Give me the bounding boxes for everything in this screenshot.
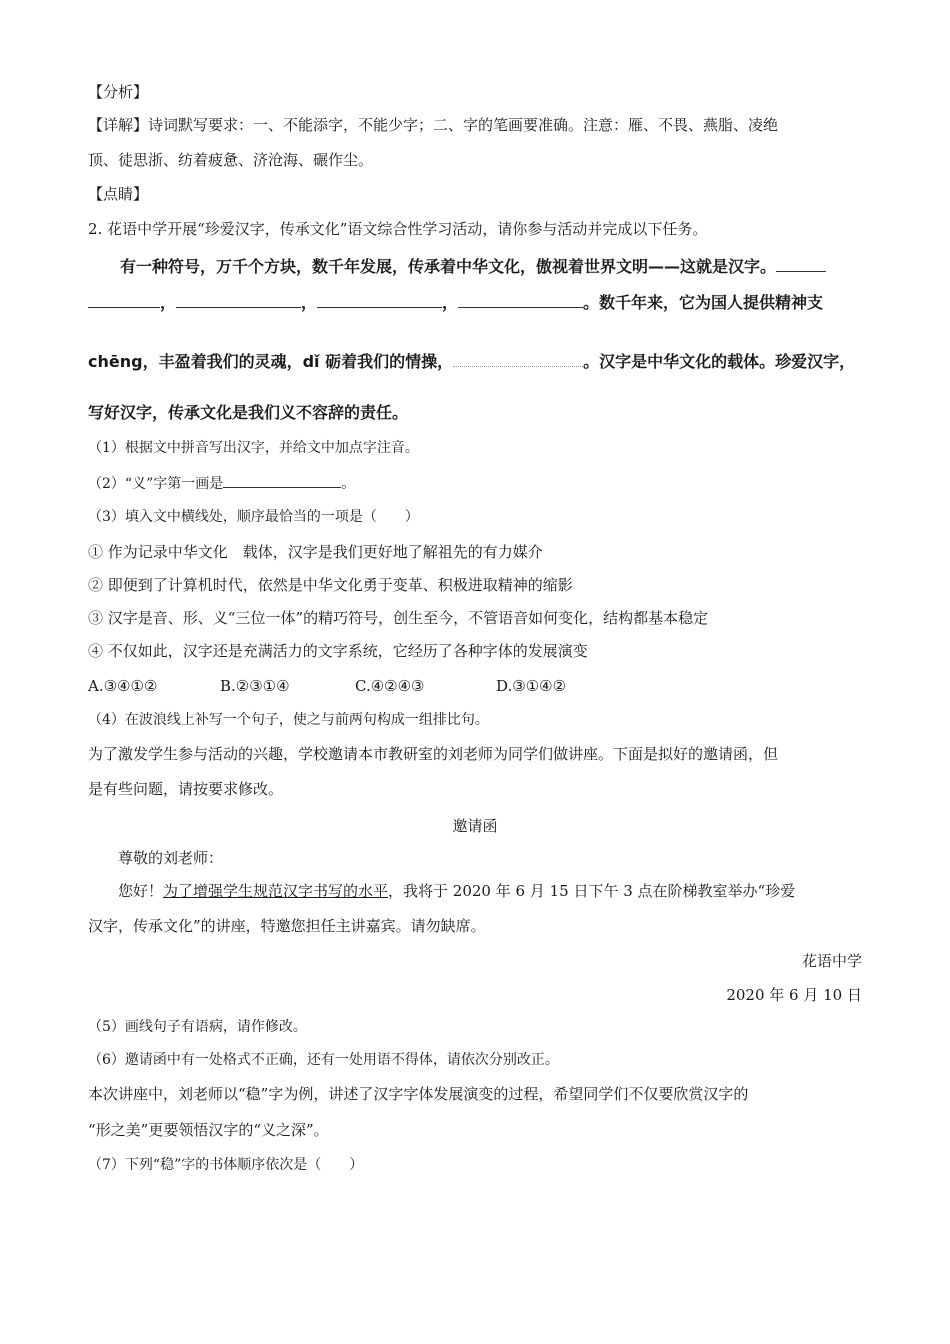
blank-1b[interactable] xyxy=(88,291,160,308)
context-line-2: 是有些问题，请按要求修改。 xyxy=(88,780,284,798)
passage-line-4: 写好汉字，传承文化是我们义不容辞的责任。 xyxy=(88,403,409,422)
blank-1a[interactable] xyxy=(776,255,826,272)
blank-2[interactable] xyxy=(176,291,301,308)
passage-line-1-text: 有一种符号，万千个方块，数千年发展，传承着中华文化，傲视着世界文明——这就是汉字。 xyxy=(120,257,777,276)
option-3: ③ 汉字是音、形、义“三位一体”的精巧符号，创生至今，不管语音如何变化，结构都基本稳定 xyxy=(88,609,709,627)
blank-3[interactable] xyxy=(317,291,442,308)
comment-heading: 【点睛】 xyxy=(88,185,149,203)
passage-line-3-b: 。汉字是中华文化的载体。珍爱汉字， xyxy=(583,352,856,371)
letter-date: 2020 年 6 月 10 日 xyxy=(726,986,862,1004)
passage-line-3-a: chēng，丰盈着我们的灵魂，dǐ 砺着我们的情操， xyxy=(88,352,454,371)
letter-body-line-1 xyxy=(118,881,795,901)
option-2: ② 即便到了计算机时代，依然是中华文化勇于变革、积极进取精神的缩影 xyxy=(88,576,573,594)
comma: ， xyxy=(442,293,459,312)
comma: ， xyxy=(160,293,177,312)
passage-line-3 xyxy=(88,352,855,372)
task-2-text: （2）“义”字第一画是 xyxy=(88,476,224,492)
task-6: （6）邀请函中有一处格式不正确，还有一处用语不得体，请依次分别改正。 xyxy=(88,1052,559,1068)
letter-salutation: 尊敬的刘老师： xyxy=(118,849,224,867)
underlined-sentence: 为了增强学生规范汉字书写的水平 xyxy=(163,882,389,900)
choice-d[interactable]: D.③①④② xyxy=(496,677,567,695)
lecture-context-line-2: “形之美”更要领悟汉字的“义之深”。 xyxy=(88,1121,329,1139)
blank-4[interactable] xyxy=(458,291,583,308)
passage-line-2 xyxy=(88,291,823,313)
context-line-1: 为了激发学生参与活动的兴趣，学校邀请本市教研室的刘老师为同学们做讲座。下面是拟好的邀请函，但 xyxy=(88,745,779,763)
wavy-line-blank[interactable] xyxy=(453,352,583,367)
option-1: ① 作为记录中华文化 载体，汉字是我们更好地了解祖先的有力媒介 xyxy=(88,543,543,561)
letter-signature: 花语中学 xyxy=(801,952,862,970)
task-5: （5）画线句子有语病，请作修改。 xyxy=(88,1019,307,1035)
detail-line-1: 【详解】诗词默写要求：一、不能添字，不能少字；二、字的笔画要准确。注意：雁、不畏、燕脂、凌绝 xyxy=(88,116,779,134)
letter-title: 邀请函 xyxy=(452,817,498,835)
letter-body-rest: ，我将于 2020 年 6 月 15 日下午 3 点在阶梯教室举办“珍爱 xyxy=(388,882,796,900)
comma: ， xyxy=(301,293,318,312)
option-4: ④ 不仅如此，汉字还是充满活力的文字系统，它经历了各种字体的发展演变 xyxy=(88,642,588,660)
task-2-blank[interactable] xyxy=(223,473,341,488)
task-4: （4）在波浪线上补写一个句子，使之与前两句构成一组排比句。 xyxy=(88,712,489,728)
passage-line-2-end: 。数千年来，它为国人提供精神支 xyxy=(583,293,824,312)
choice-a[interactable]: A.③④①② xyxy=(88,677,158,695)
passage-line-1 xyxy=(120,255,826,277)
letter-body-greeting: 您好！ xyxy=(118,882,164,900)
detail-line-2: 顶、徒思浙、纺着疲惫、济沧海、碾作尘。 xyxy=(88,151,374,169)
lecture-context-line-1: 本次讲座中，刘老师以“稳”字为例，讲述了汉字字体发展演变的过程，希望同学们不仅要欣赏汉字的 xyxy=(88,1085,749,1103)
choice-c[interactable]: C.④②④③ xyxy=(355,677,425,695)
letter-body-line-2: 汉字，传承文化”的讲座，特邀您担任主讲嘉宾。请勿缺席。 xyxy=(88,917,486,935)
analysis-heading: 【分析】 xyxy=(88,83,149,101)
task-2 xyxy=(88,473,355,494)
task-1: （1）根据文中拼音写出汉字，并给文中加点字注音。 xyxy=(88,440,419,456)
choice-b[interactable]: B.②③①④ xyxy=(220,677,290,695)
task-3: （3）填入文中横线处，顺序最恰当的一项是（ ） xyxy=(88,509,419,525)
question-2-intro: 2. 花语中学开展“珍爱汉字，传承文化”语文综合性学习活动，请你参与活动并完成以下任务。 xyxy=(88,220,708,238)
task-7: （7）下列“稳”字的书体顺序依次是（ ） xyxy=(88,1157,364,1173)
task-2-end: 。 xyxy=(341,476,356,492)
